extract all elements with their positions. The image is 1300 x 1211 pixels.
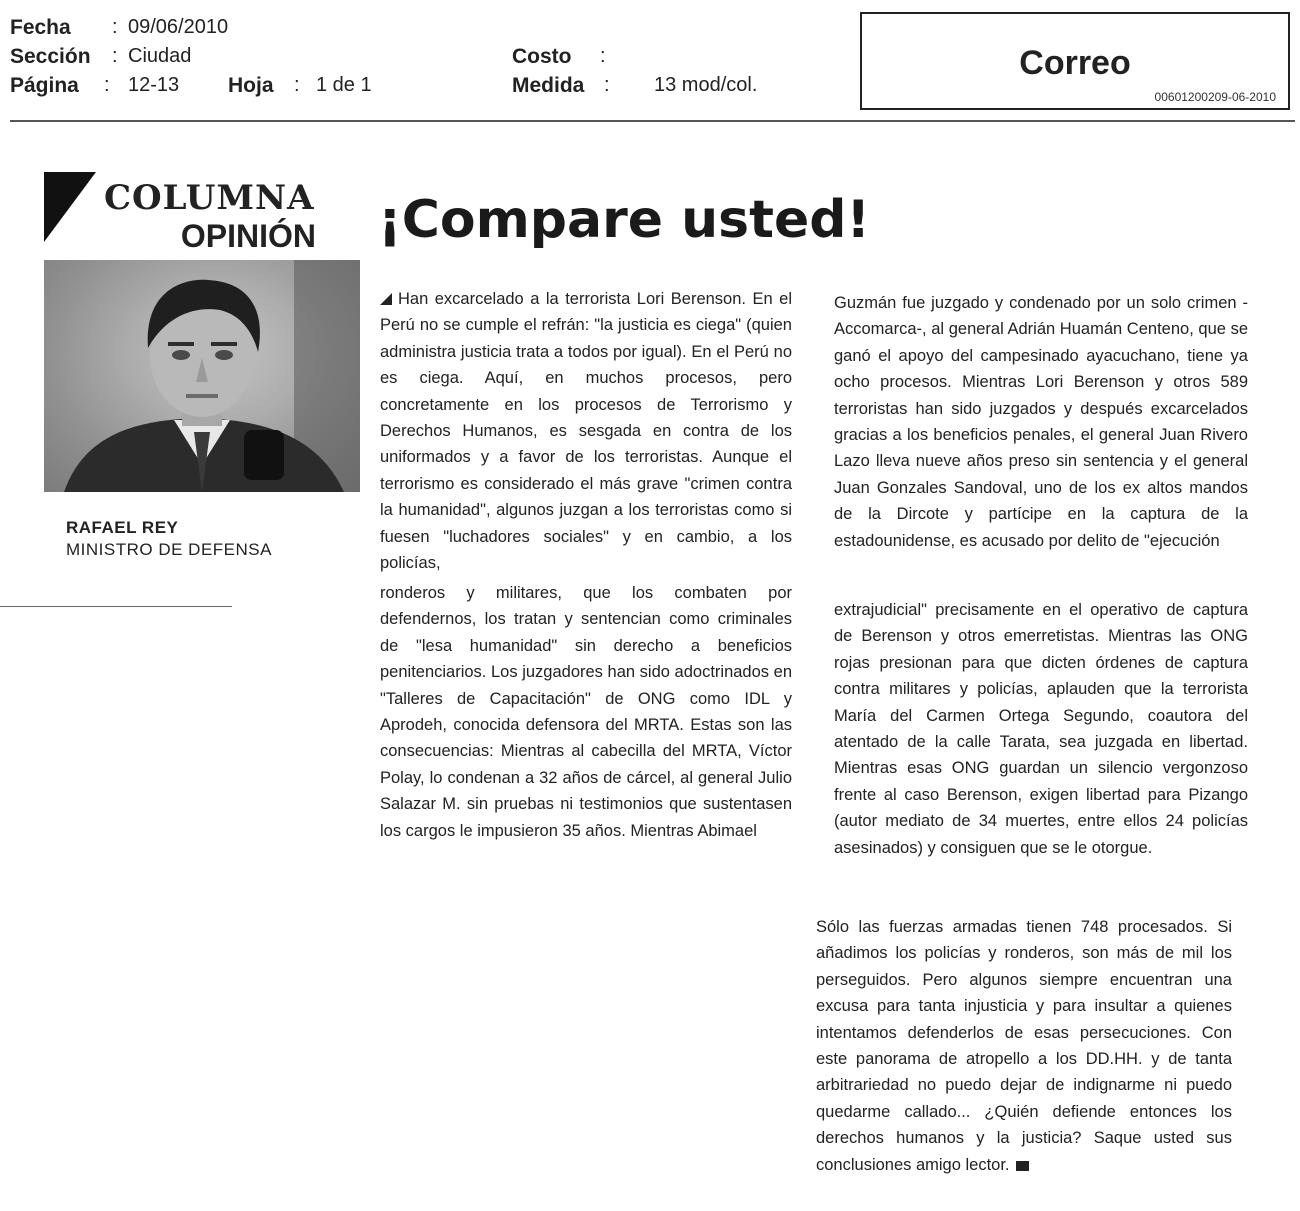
- start-mark-icon: [380, 293, 392, 305]
- fecha-colon: :: [112, 16, 118, 38]
- left-divider: [0, 606, 232, 607]
- article-text-4: extrajudicial" precisamente en el operativo de captura de Berenson y otros emerretistas. Mientras las ONG rojas presionan para que dicten órdenes de captura contra militares y policías, aplauden que la terrorista María del Carmen Ortega Segundo, coautora del atentado de la calle Tarata, sea juzgada en libertad. Mientras esas ONG guardan un silencio vergonzoso frente al caso Berenson, exigen libertad para Pizango (autor mediato de 34 muertes, entre ellos 24 policías asesinados) y consiguen que se le otorgue.: [834, 601, 1248, 857]
- costo-colon: :: [600, 45, 606, 67]
- portrait-icon: [44, 260, 360, 492]
- article-block-5: [816, 914, 1232, 1178]
- column-tag: [44, 172, 360, 260]
- pagina-label: Página: [10, 74, 79, 97]
- author-name: RAFAEL REY: [66, 518, 179, 537]
- hoja-colon: :: [294, 74, 300, 96]
- article-text-3: Guzmán fue juzgado y condenado por un solo crimen -Accomarca-, al general Adrián Huamán Centeno, que se ganó el apoyo del campesinado ayacuchano, tiene ya ocho procesos. Mientras Lori Berenson y otros 589 terroristas han sido juzgados y después excarcelados gracias a los beneficios penales, el general Juan Rivero Lazo lleva nueve años preso sin sentencia y el general Juan Gonzales Sandoval, uno de los ex altos mandos de la Dircote y partícipe en la captura de la estadounidense, es acusado por delito de "ejecución: [834, 294, 1248, 550]
- article-headline: ¡Compare usted!: [378, 190, 871, 250]
- seccion-label: Sección: [10, 45, 91, 68]
- article-text-1: Han excarcelado a la terrorista Lori Berenson. En el Perú no se cumple el refrán: "la justicia es ciega" (quien administra justicia trata a todos por igual). En el Perú no es ciega. Aquí, en muchos procesos, pero concretamente en los procesos de Terrorismo y Derechos Humanos, es sesgada en contra de los uniformados y a favor de los terroristas. Aunque el terrorismo es considerado el más grave "crimen contra la humanidad", algunos juzgan a los terroristas como si fuesen "luchadores sociales" y en cambio, a los policías,: [380, 290, 792, 573]
- fecha-value: 09/06/2010: [128, 16, 229, 38]
- medida-value: 13 mod/col.: [654, 74, 758, 96]
- author-role: MINISTRO DE DEFENSA: [66, 540, 272, 559]
- article-block-2: [380, 580, 792, 844]
- article-block-4: [834, 597, 1248, 861]
- column-tag-line1: COLUMNA: [104, 178, 315, 218]
- source-box: [860, 12, 1290, 110]
- author-photo: [44, 260, 360, 492]
- wedge-icon: [44, 172, 96, 242]
- medida-colon: :: [604, 74, 610, 96]
- costo-label: Costo: [512, 45, 572, 68]
- hoja-label: Hoja: [228, 74, 274, 97]
- article-block-3: [834, 290, 1248, 554]
- hoja-value: 1 de 1: [316, 74, 372, 96]
- article-text-5: Sólo las fuerzas armadas tienen 748 procesados. Si añadimos los policías y ronderos, son más de mil los perseguidos. Pero algunos siempre encuentran una excusa para tanta injusticia y para insultar a quienes intentamos defenderlos de esas persecuciones. Con este panorama de atropello a los DD.HH. y de tanta arbitrariedad no puedo dejar de indignarme ni puedo quedarme callado... ¿Quién defiende entonces los derechos humanos y la justicia? Saque usted sus conclusiones amigo lector.: [816, 918, 1232, 1174]
- pagina-value: 12-13: [128, 74, 180, 96]
- fecha-label: Fecha: [10, 16, 71, 39]
- pagina-colon: :: [104, 74, 110, 96]
- column-tag-line2: OPINIÓN: [180, 218, 316, 254]
- article-text-2: ronderos y militares, que los combaten por defendernos, los tratan y sentencian como criminales de "lesa humanidad" sin derecho a beneficios penitenciarios. Los juzgadores han sido adoctrinados en "Talleres de Capacitación" de ONG como IDL y Aprodeh, conocida defensora del MRTA. Estas son las consecuencias: Mientras al cabecilla del MRTA, Víctor Polay, lo condenan a 32 años de cárcel, al general Julio Salazar M. sin pruebas ni testimonios que sustentasen los cargos le impusieron 35 años. Mientras Abimael: [380, 584, 792, 840]
- seccion-colon: :: [112, 45, 118, 67]
- newspaper-name: Correo: [1019, 44, 1131, 82]
- article-block-1: [380, 286, 792, 576]
- clipping-code: 00601200209-06-2010: [1154, 90, 1276, 104]
- header-divider: [10, 120, 1295, 122]
- medida-label: Medida: [512, 74, 585, 97]
- seccion-value: Ciudad: [128, 45, 192, 67]
- end-mark-icon: [1016, 1161, 1029, 1171]
